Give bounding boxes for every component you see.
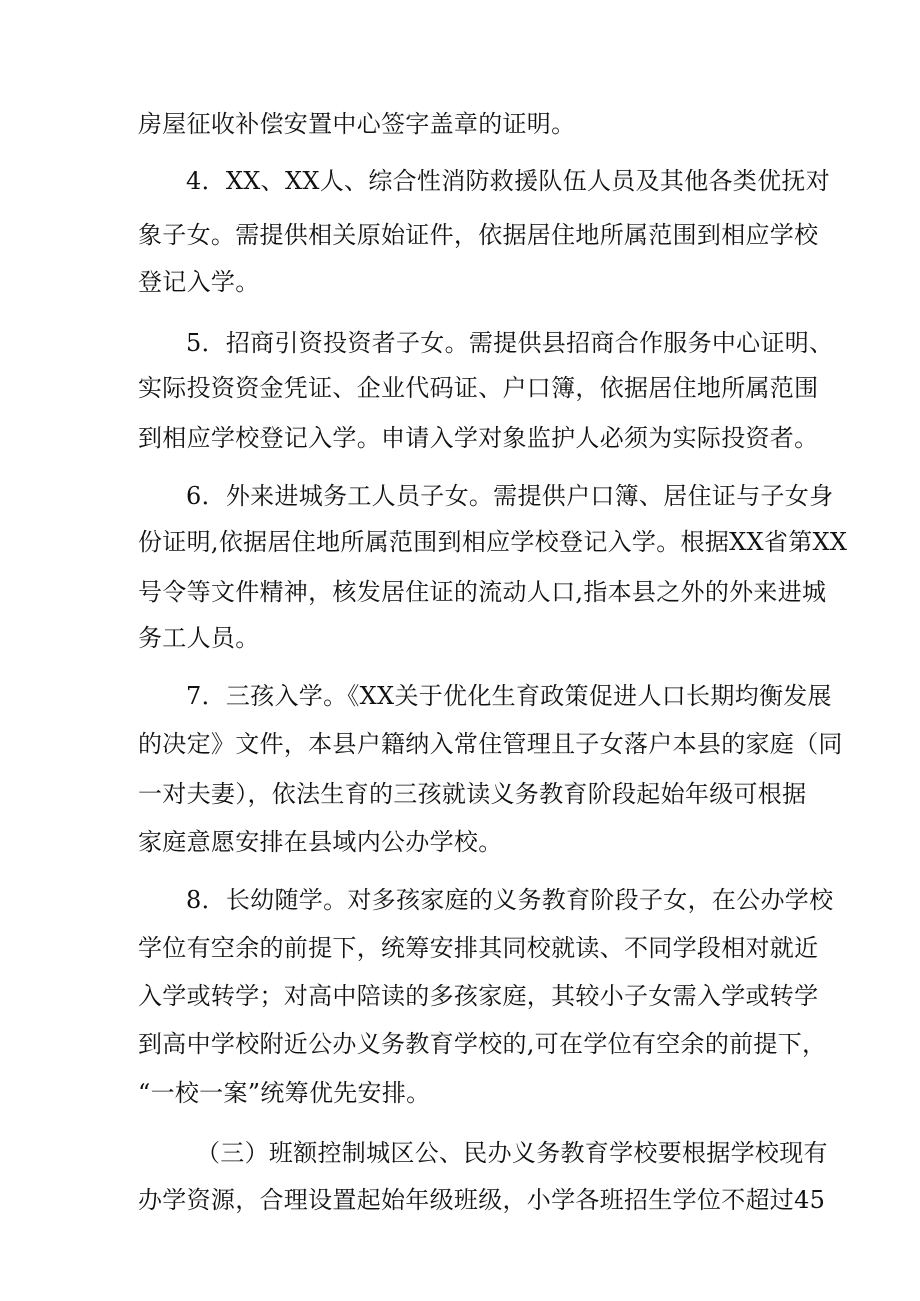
text-line: 一对夫妻），依法生育的三孩就读义务教育阶段起始年级可根据 [138,780,807,808]
text-line: 学位有空余的前提下，统筹安排其同校就读、不同学段相对就近 [138,934,819,962]
text-line: 6．外来进城务工人员子女。需提供户口簿、居住证与子女身 [186,482,834,510]
text-line: 入学或转学；对高中陪读的多孩家庭，其较小子女需入学或转学 [138,982,819,1010]
text-line: 份证明,依据居住地所属范围到相应学校登记入学。根据XX省第XX [138,528,848,556]
text-line: 5．招商引资投资者子女。需提供县招商合作服务中心证明、 [186,329,834,357]
text-line: 房屋征收补偿安置中心签字盖章的证明。 [138,110,576,138]
text-line: 号令等文件精神，核发居住证的流动人口,指本县之外的外来进城 [138,578,827,606]
text-line: 4．XX、XX人、综合性消防救援队伍人员及其他各类优抚对 [186,167,831,195]
text-line: （三）班额控制城区公、民办义务教育学校要根据学校现有 [196,1139,828,1167]
text-line: 到高中学校附近公办义务教育学校的,可在学位有空余的前提下， [138,1030,827,1058]
text-line: 的决定》文件，本县户籍纳入常住管理且子女落户本县的家庭（同 [138,730,843,758]
text-line: 象子女。需提供相关原始证件，依据居住地所属范围到相应学校 [138,221,819,249]
text-line: 办学资源，合理设置起始年级班级，小学各班招生学位不超过45 [138,1186,826,1214]
text-line: 登记入学。 [138,268,260,296]
text-line: 家庭意愿安排在县域内公办学校。 [138,828,503,856]
text-line: 务工人员。 [138,624,260,652]
text-line: 实际投资资金凭证、企业代码证、户口簿，依据居住地所属范围 [138,374,819,402]
text-line: 8．长幼随学。对多孩家庭的义务教育阶段子女，在公办学校 [186,886,834,914]
text-line: 7．三孩入学。《XX关于优化生育政策促进人口长期均衡发展 [186,682,832,710]
text-line: “一校一案”统筹优先安排。 [138,1079,431,1107]
text-line: 到相应学校登记入学。申请入学对象监护人必须为实际投资者。 [138,424,819,452]
